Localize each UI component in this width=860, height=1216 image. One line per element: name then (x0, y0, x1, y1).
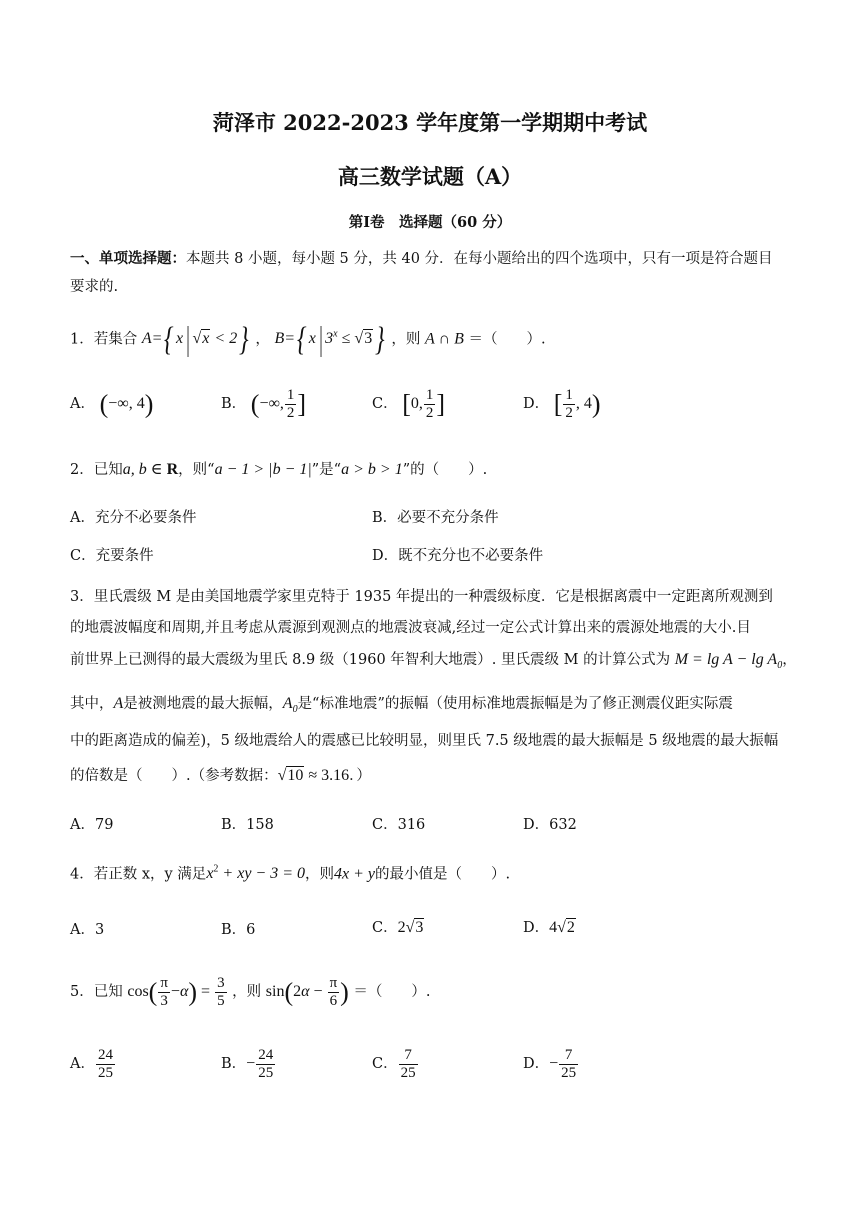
q4-option-b: B．6 (221, 922, 256, 938)
part1-instructions-line2: 要求的. (70, 279, 119, 295)
q3-reference-value: √10 ≈ 3.16 (277, 767, 350, 784)
q5-option-b-math: $\frac{24}{25}$ (258, 1046, 274, 1081)
q1-option-d-label: D． (523, 396, 550, 412)
q4-suffix: 的最小值是（ ）. (375, 866, 511, 883)
q1-tail: ，则 (391, 331, 421, 348)
q2-cond1: a − 1 > |b − 1| (214, 461, 312, 478)
q1-option-b-math: (−∞, $\frac{1}{2}$ ] (250, 386, 307, 421)
q2-option-b: B．必要不充分条件 (372, 510, 499, 526)
question-1: 1．若集合 A={ x| √x < 2} ， B={ x| $3^x \le √3$} ，则 A ∩ B ＝（ ）. (70, 320, 546, 358)
question-5 (70, 970, 431, 1014)
q3-line4-b: 是被测地震的最大振幅， (123, 696, 283, 712)
q1-option-a-math: (−∞, 4) (99, 389, 154, 419)
part1-instructions-line1: 本题共 8 小题，每小题 5 分，共 40 分．在每小题给出的四个选项中，只有一项是符合题目 (186, 251, 773, 267)
q4-option-a: A．3 (70, 922, 105, 938)
q3-line6 (70, 766, 371, 786)
q3-line1: 3．里氏震级 M 是由美国地震学家里克特于 1935 年提出的一种震级标度．它是根据离震中一定距离所观测到 (70, 589, 773, 605)
q3-line4-a: 其中， (70, 696, 114, 712)
q5-option-a-label: A． (70, 1056, 95, 1072)
question-2 (70, 460, 487, 480)
q5-option-c-math: $\frac{7}{25}$ (400, 1046, 416, 1081)
q3-line6-prefix: 的倍数是（ ）.（参考数据： (70, 768, 278, 784)
q4-prefix: 4．若正数 x，y 满足 (70, 866, 207, 883)
q5-given: cos( $\frac{\pi}{3}$ −α) = $\frac{3}{5}$ (127, 974, 225, 1009)
q2-mid2: ”是“ (311, 462, 342, 478)
q3-line4 (70, 694, 733, 720)
section-title: 第Ⅰ卷 选择题（60 分） (348, 214, 512, 231)
q5-option-d-label: D． (523, 1056, 550, 1072)
q3-line4-c: 是“标准地震”的振幅（使用标准地震振幅是为了修正测震仪距实际震 (297, 696, 733, 712)
q4-equation: $x^2$ + xy − 3 = 0 (206, 864, 306, 883)
q1-option-c-label: C． (372, 396, 398, 412)
exam-title: 菏泽市 2022-2023 学年度第一学期期中考试 (212, 110, 648, 135)
q1-option-c (372, 384, 445, 424)
q4-mid: ，则 (305, 866, 335, 883)
q5-prefix: 5．已知 (70, 984, 123, 1000)
q4-expression: 4x + y (334, 865, 376, 883)
q5-option-b: B．− $\frac{24}{25}$ (221, 1046, 274, 1081)
q3-line5: 中的距离造成的偏差)，5 级地震给人的震感已比较明显，则里氏 7.5 级地震的最大振幅是 5 级地震的最大振幅 (70, 733, 779, 749)
q2-cond2: a > b > 1 (341, 461, 403, 478)
q5-option-d-math: $\frac{7}{25}$ (561, 1046, 577, 1081)
q2-mid1: ，则“ (178, 462, 215, 478)
part1-heading: 一、单项选择题： (70, 250, 186, 267)
q3-line3: 前世界上已测得的最大震级为里氏 8.9 级（1960 年智利大地震）. 里氏震级 M 的计算公式为 $M = \lg A - \lg A_0$， (70, 651, 797, 672)
q1-option-a (70, 384, 153, 424)
q3-option-b: B．158 (221, 817, 274, 833)
q1-option-c-math: [0, $\frac{1}{2}$ ] (402, 386, 446, 421)
q3-option-a: A．79 (70, 817, 114, 833)
q1-set-b: B={ x| $3^x \le √3$} (274, 320, 385, 358)
q3-line3-text: 前世界上已测得的最大震级为里氏 8.9 级（1960 年智利大地震）. 里氏震级 M 的计算公式为 (70, 652, 671, 668)
q2-prefix: 2．已知 (70, 462, 123, 478)
q5-option-a (70, 1042, 116, 1086)
q5-target: sin(2α − $\frac{\pi}{6}$ ) (265, 974, 349, 1009)
q4-option-c-math: 2√3 (397, 919, 424, 936)
q1-paren: ＝（ ）. (468, 331, 546, 348)
q1-option-b-label: B． (221, 396, 247, 412)
q4-option-d-math: 4√2 (549, 919, 575, 936)
part1-instructions (70, 249, 773, 269)
q5-option-a-math: $\frac{24}{25}$ (97, 1046, 113, 1081)
q2-domain: a, b ∈ R (122, 461, 179, 478)
q1-option-d (523, 384, 601, 424)
q1-option-a-label: A． (70, 396, 95, 412)
q2-option-a: A．充分不必要条件 (70, 510, 197, 526)
q1-intersection: A ∩ B (425, 330, 464, 348)
q3-line2: 的地震波幅度和周期,并且考虑从震源到观测点的地震波衰减,经过一定公式计算出来的震源处地震的大小.目 (70, 620, 751, 636)
q2-option-c: C．充要条件 (70, 548, 154, 564)
q3-var-a0: $A_0$ (282, 695, 298, 716)
q3-formula: $M = \lg A - \lg A_0$ (674, 651, 783, 672)
q5-option-b-label: B． (221, 1056, 247, 1072)
q5-option-c-label: C． (372, 1056, 398, 1072)
q3-line6-suffix: ．） (349, 768, 371, 784)
question-4 (70, 860, 510, 884)
q4-option-c-label: C． (372, 920, 398, 936)
q5-option-c (372, 1042, 419, 1086)
q1-option-b (221, 384, 306, 424)
q5-suffix: ＝（ ）. (353, 984, 431, 1000)
q3-var-a: A (113, 695, 124, 712)
q4-option-c (372, 918, 424, 938)
subject-title: 高三数学试题（A） (337, 164, 523, 189)
q1-option-d-math: [ $\frac{1}{2}$ , 4) (553, 386, 601, 421)
q2-option-d: D．既不充分也不必要条件 (372, 548, 544, 564)
q4-option-d (523, 918, 576, 938)
q5-mid: ，则 (232, 984, 262, 1000)
q3-option-c: C．316 (372, 817, 426, 833)
q3-option-d: D．632 (523, 817, 577, 833)
q4-option-d-label: D． (523, 920, 550, 936)
q1-set-a: A={ x| √x < 2} (141, 320, 249, 358)
q5-option-d: D．− $\frac{7}{25}$ (523, 1046, 577, 1081)
q1-number: 1．若集合 (70, 331, 138, 348)
q2-mid3: ”的（ ）. (402, 462, 488, 478)
